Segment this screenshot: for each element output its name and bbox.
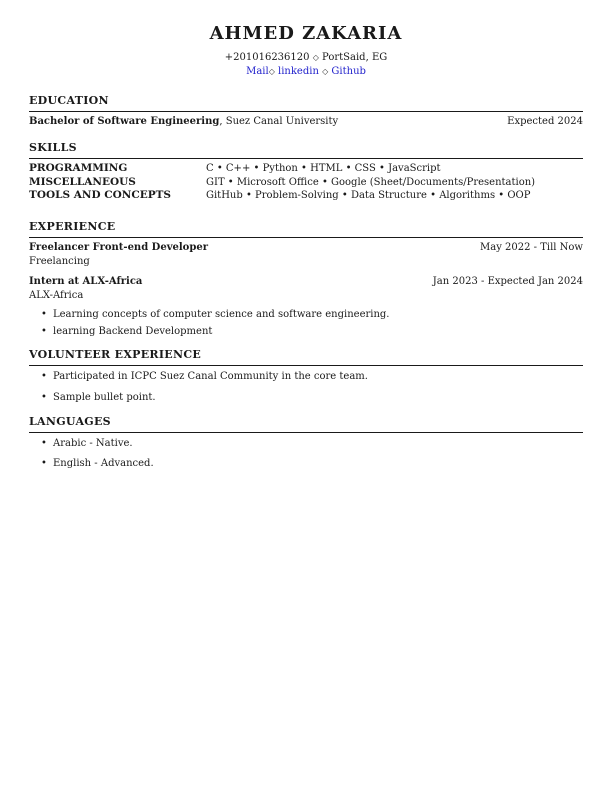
skill-category: TOOLS AND CONCEPTS	[29, 189, 171, 201]
list-item	[41, 458, 583, 470]
profile-links	[29, 65, 583, 79]
bullet-text: English - Advanced.	[53, 457, 154, 469]
list-item	[41, 438, 583, 450]
bullet-icon: •	[41, 308, 47, 320]
list-item	[41, 309, 583, 321]
skills-heading: SKILLS	[29, 141, 583, 159]
bullet-icon: •	[41, 370, 47, 382]
languages-bullets	[29, 438, 583, 470]
skill-items: GitHub • Problem-Solving • Data Structure • Algorithms • OOP	[206, 190, 531, 201]
bullet-text: Participated in ICPC Suez Canal Community in the core team.	[53, 370, 368, 382]
bullet-text: Learning concepts of computer science and software engineering.	[53, 308, 390, 320]
github-link[interactable]: Github	[331, 66, 366, 77]
volunteer-bullets	[29, 371, 583, 404]
experience-date: Jan 2023 - Expected Jan 2024	[432, 275, 583, 287]
bullet-text: Sample bullet point.	[53, 391, 156, 403]
experience-org: ALX-Africa	[29, 289, 84, 301]
bullet-icon: •	[41, 391, 47, 403]
phone-number: +201016236120	[224, 52, 310, 63]
skills-section	[29, 141, 583, 203]
experience-header	[29, 275, 583, 289]
bullet-text: Arabic - Native.	[53, 437, 133, 449]
school-name: , Suez Canal University	[219, 116, 339, 127]
volunteer-section	[29, 348, 583, 404]
skill-category: MISCELLANEOUS	[29, 175, 136, 188]
experience-org: Freelancing	[29, 255, 90, 267]
skill-items: C • C++ • Python • HTML • CSS • JavaScript	[206, 163, 441, 174]
experience-role: Intern at ALX-Africa	[29, 275, 143, 287]
experience-role: Freelancer Front-end Developer	[29, 241, 208, 253]
languages-section	[29, 415, 583, 470]
resume-page	[29, 22, 583, 475]
education-heading: EDUCATION	[29, 94, 583, 112]
experience-entry	[29, 275, 583, 338]
education-date: Expected 2024	[507, 116, 583, 127]
diamond-separator-icon: ◇	[312, 53, 319, 62]
skills-row	[29, 162, 583, 176]
skill-items: GIT • Microsoft Office • Google (Sheet/Documents/Presentation)	[206, 176, 536, 188]
contact-line	[29, 50, 583, 65]
experience-entry	[29, 241, 583, 269]
bullet-icon: •	[41, 325, 47, 337]
experience-header	[29, 241, 583, 255]
education-degree-line	[29, 115, 338, 129]
skill-category: PROGRAMMING	[29, 162, 128, 174]
mail-link[interactable]: Mail	[246, 66, 269, 77]
skills-row	[29, 176, 583, 190]
education-entry	[29, 115, 583, 129]
list-item	[41, 371, 583, 383]
diamond-separator-icon: ◇	[268, 67, 275, 76]
degree-name: Bachelor of Software Engineering	[29, 116, 220, 127]
education-section	[29, 94, 583, 129]
experience-bullets	[29, 309, 583, 338]
bullet-icon: •	[41, 457, 47, 469]
list-item	[41, 392, 583, 404]
skills-row	[29, 189, 583, 203]
languages-heading: LANGUAGES	[29, 415, 583, 433]
bullet-icon: •	[41, 437, 47, 449]
volunteer-heading: VOLUNTEER EXPERIENCE	[29, 348, 583, 366]
experience-section	[29, 220, 583, 338]
list-item	[41, 326, 583, 338]
experience-date: May 2022 - Till Now	[480, 241, 583, 253]
location: PortSaid, EG	[322, 52, 388, 63]
experience-heading: EXPERIENCE	[29, 220, 583, 238]
linkedin-link[interactable]: linkedin	[278, 66, 319, 77]
resume-name: AHMED ZAKARIA	[209, 23, 403, 44]
diamond-separator-icon: ◇	[322, 67, 329, 76]
bullet-text: learning Backend Development	[53, 325, 213, 337]
